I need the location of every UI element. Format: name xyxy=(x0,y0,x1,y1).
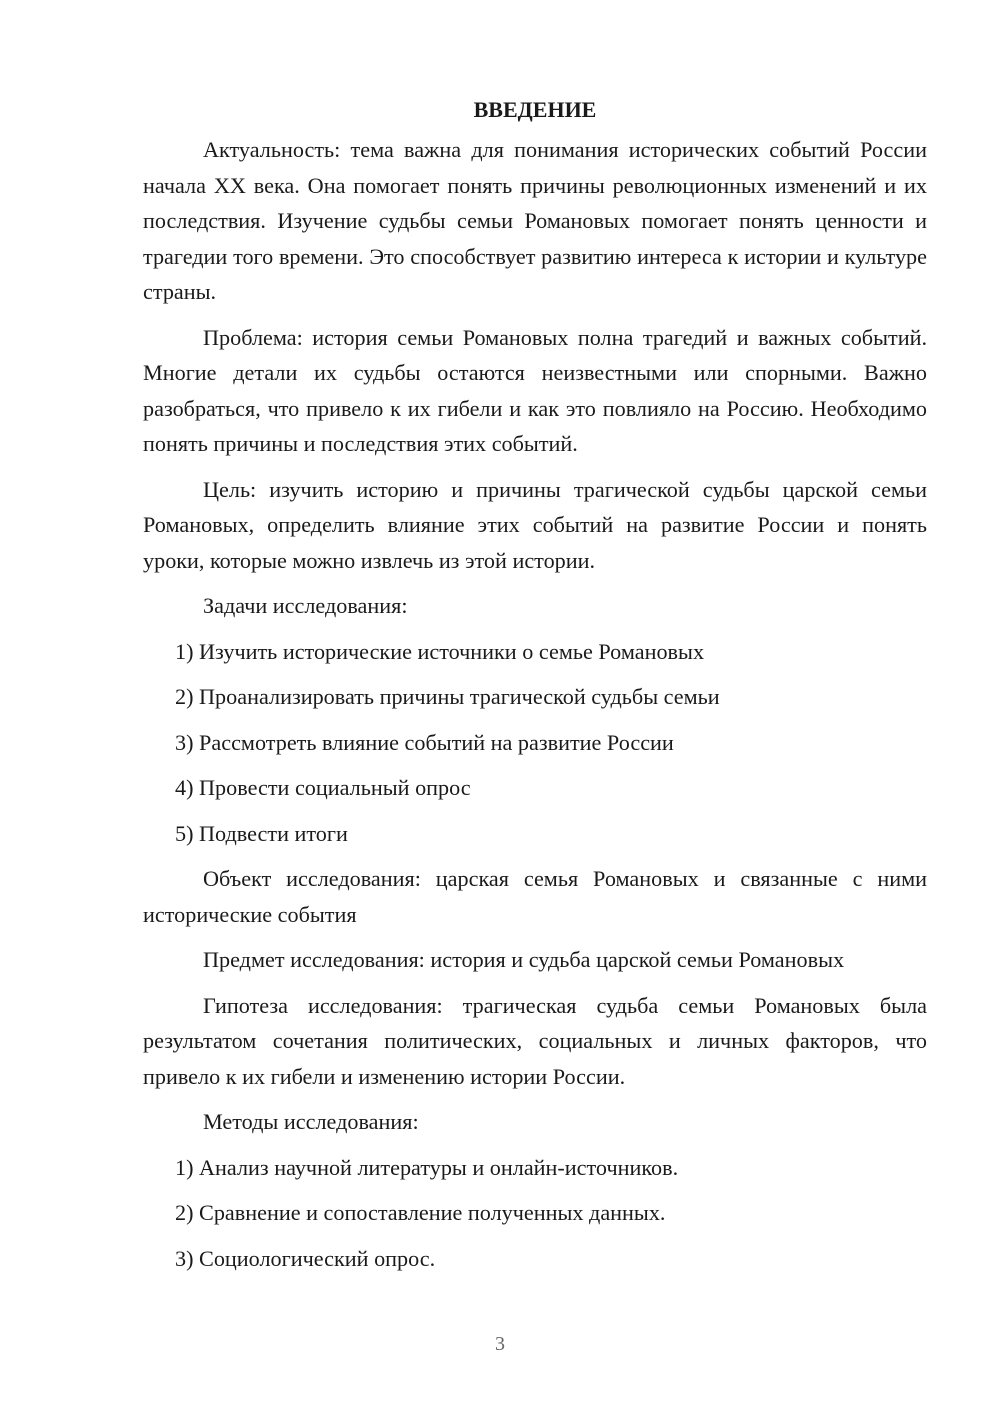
tasks-list xyxy=(143,634,927,852)
page-number: 3 xyxy=(495,1333,505,1355)
method-item: 2) Сравнение и сопоставление полученных данных. xyxy=(175,1200,666,1225)
goal-paragraph: Цель: изучить историю и причины трагической судьбы царской семьи Романовых, определить влияние этих событий на развитие России и понять уроки, которые можно извлечь из этой истории. xyxy=(143,476,927,573)
document-page xyxy=(143,92,927,1286)
method-item: 3) Социологический опрос. xyxy=(175,1245,436,1271)
task-item: 1) Изучить исторические источники о семье Романовых xyxy=(175,638,705,664)
relevance-paragraph: Актуальность: тема важна для понимания исторических событий России начала XX века. Она помогает понять причины революционных изменений и их последствия. Изучение судьбы семьи Романовых помогает понять ценности и трагедии того времени. Это способствует развитию интереса к истории и культуре страны. xyxy=(143,137,927,304)
methods-list xyxy=(143,1150,927,1277)
problem-paragraph: Проблема: история семьи Романовых полна трагедий и важных событий. Многие детали их судьбы остаются неизвестными или спорными. Важно разобраться, что привело к их гибели и как это повлияло на Россию. Необходимо понять причины и последствия этих событий. xyxy=(143,324,927,456)
method-item: 1) Анализ научной литературы и онлайн-источников. xyxy=(175,1154,679,1180)
section-title: ВВЕДЕНИЕ xyxy=(473,97,597,122)
task-item: 2) Проанализировать причины трагической судьбы семьи xyxy=(175,684,720,709)
tasks-heading: Задачи исследования: xyxy=(203,593,408,618)
task-item: 5) Подвести итоги xyxy=(175,820,348,846)
subject-paragraph: Предмет исследования: история и судьба царской семьи Романовых xyxy=(203,947,845,972)
task-item: 4) Провести социальный опрос xyxy=(175,775,471,800)
methods-heading: Методы исследования: xyxy=(203,1109,419,1134)
task-item: 3) Рассмотреть влияние событий на развитие России xyxy=(175,729,674,755)
hypothesis-paragraph: Гипотеза исследования: трагическая судьба семьи Романовых была результатом сочетания политических, социальных и личных факторов, что привело к их гибели и изменению истории России. xyxy=(143,992,927,1089)
object-paragraph: Объект исследования: царская семья Романовых и связанные с ними исторические события xyxy=(143,866,927,927)
